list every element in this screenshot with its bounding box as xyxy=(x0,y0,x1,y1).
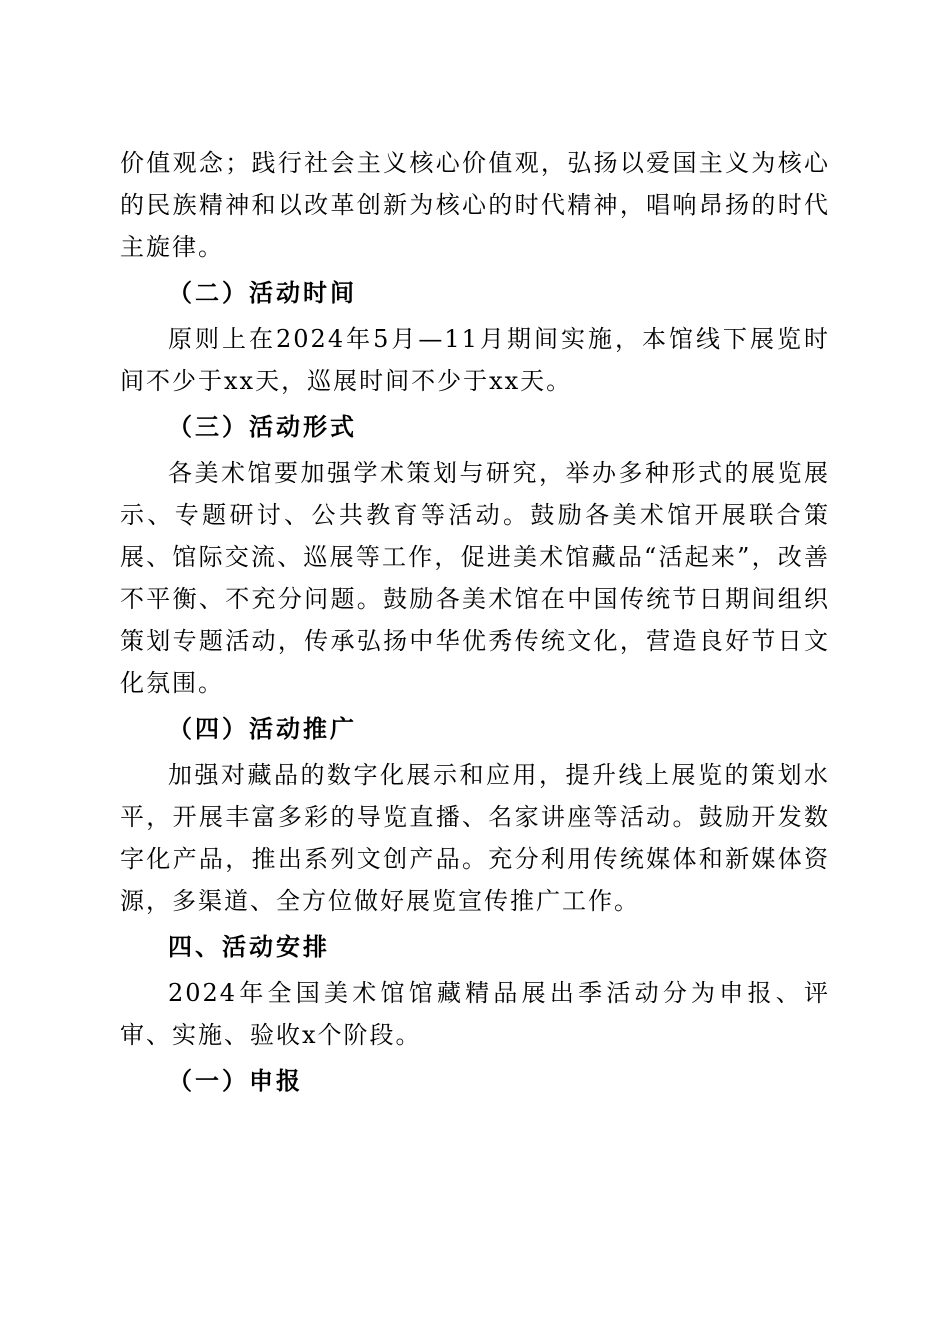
paragraph-activity-time: 原则上在2024年5月—11月期间实施，本馆线下展览时间不少于xx天，巡展时间不少于xx天。 xyxy=(120,325,830,395)
document-body xyxy=(120,142,830,1106)
heading-activity-form: （三）活动形式 xyxy=(168,412,357,441)
heading-activity-promotion: （四）活动推广 xyxy=(168,714,357,743)
paragraph-intro-continued: 价值观念；践行社会主义核心价值观，弘扬以爱国主义为核心的民族精神和以改革创新为核心的时代精神，唱响昂扬的时代主旋律。 xyxy=(120,149,830,261)
paragraph-activity-promotion: 加强对藏品的数字化展示和应用，提升线上展览的策划水平，开展丰富多彩的导览直播、名家讲座等活动。鼓励开发数字化产品，推出系列文创产品。充分利用传统媒体和新媒体资源，多渠道、全方位做好展览宣传推广工作。 xyxy=(120,761,830,915)
heading-application: （一）申报 xyxy=(168,1066,303,1095)
heading-activity-arrangement: 四、活动安排 xyxy=(168,933,330,961)
paragraph-activity-form: 各美术馆要加强学术策划与研究，举办多种形式的展览展示、专题研讨、公共教育等活动。鼓励各美术馆开展联合策展、馆际交流、巡展等工作，促进美术馆藏品“活起来”，改善不平衡、不充分问题。鼓励各美术馆在中国传统节日期间组织策划专题活动，传承弘扬中华优秀传统文化，营造良好节日文化氛围。 xyxy=(120,459,830,697)
heading-activity-time: （二）活动时间 xyxy=(168,278,357,307)
paragraph-activity-arrangement: 2024年全国美术馆馆藏精品展出季活动分为申报、评审、实施、验收x个阶段。 xyxy=(120,979,830,1049)
